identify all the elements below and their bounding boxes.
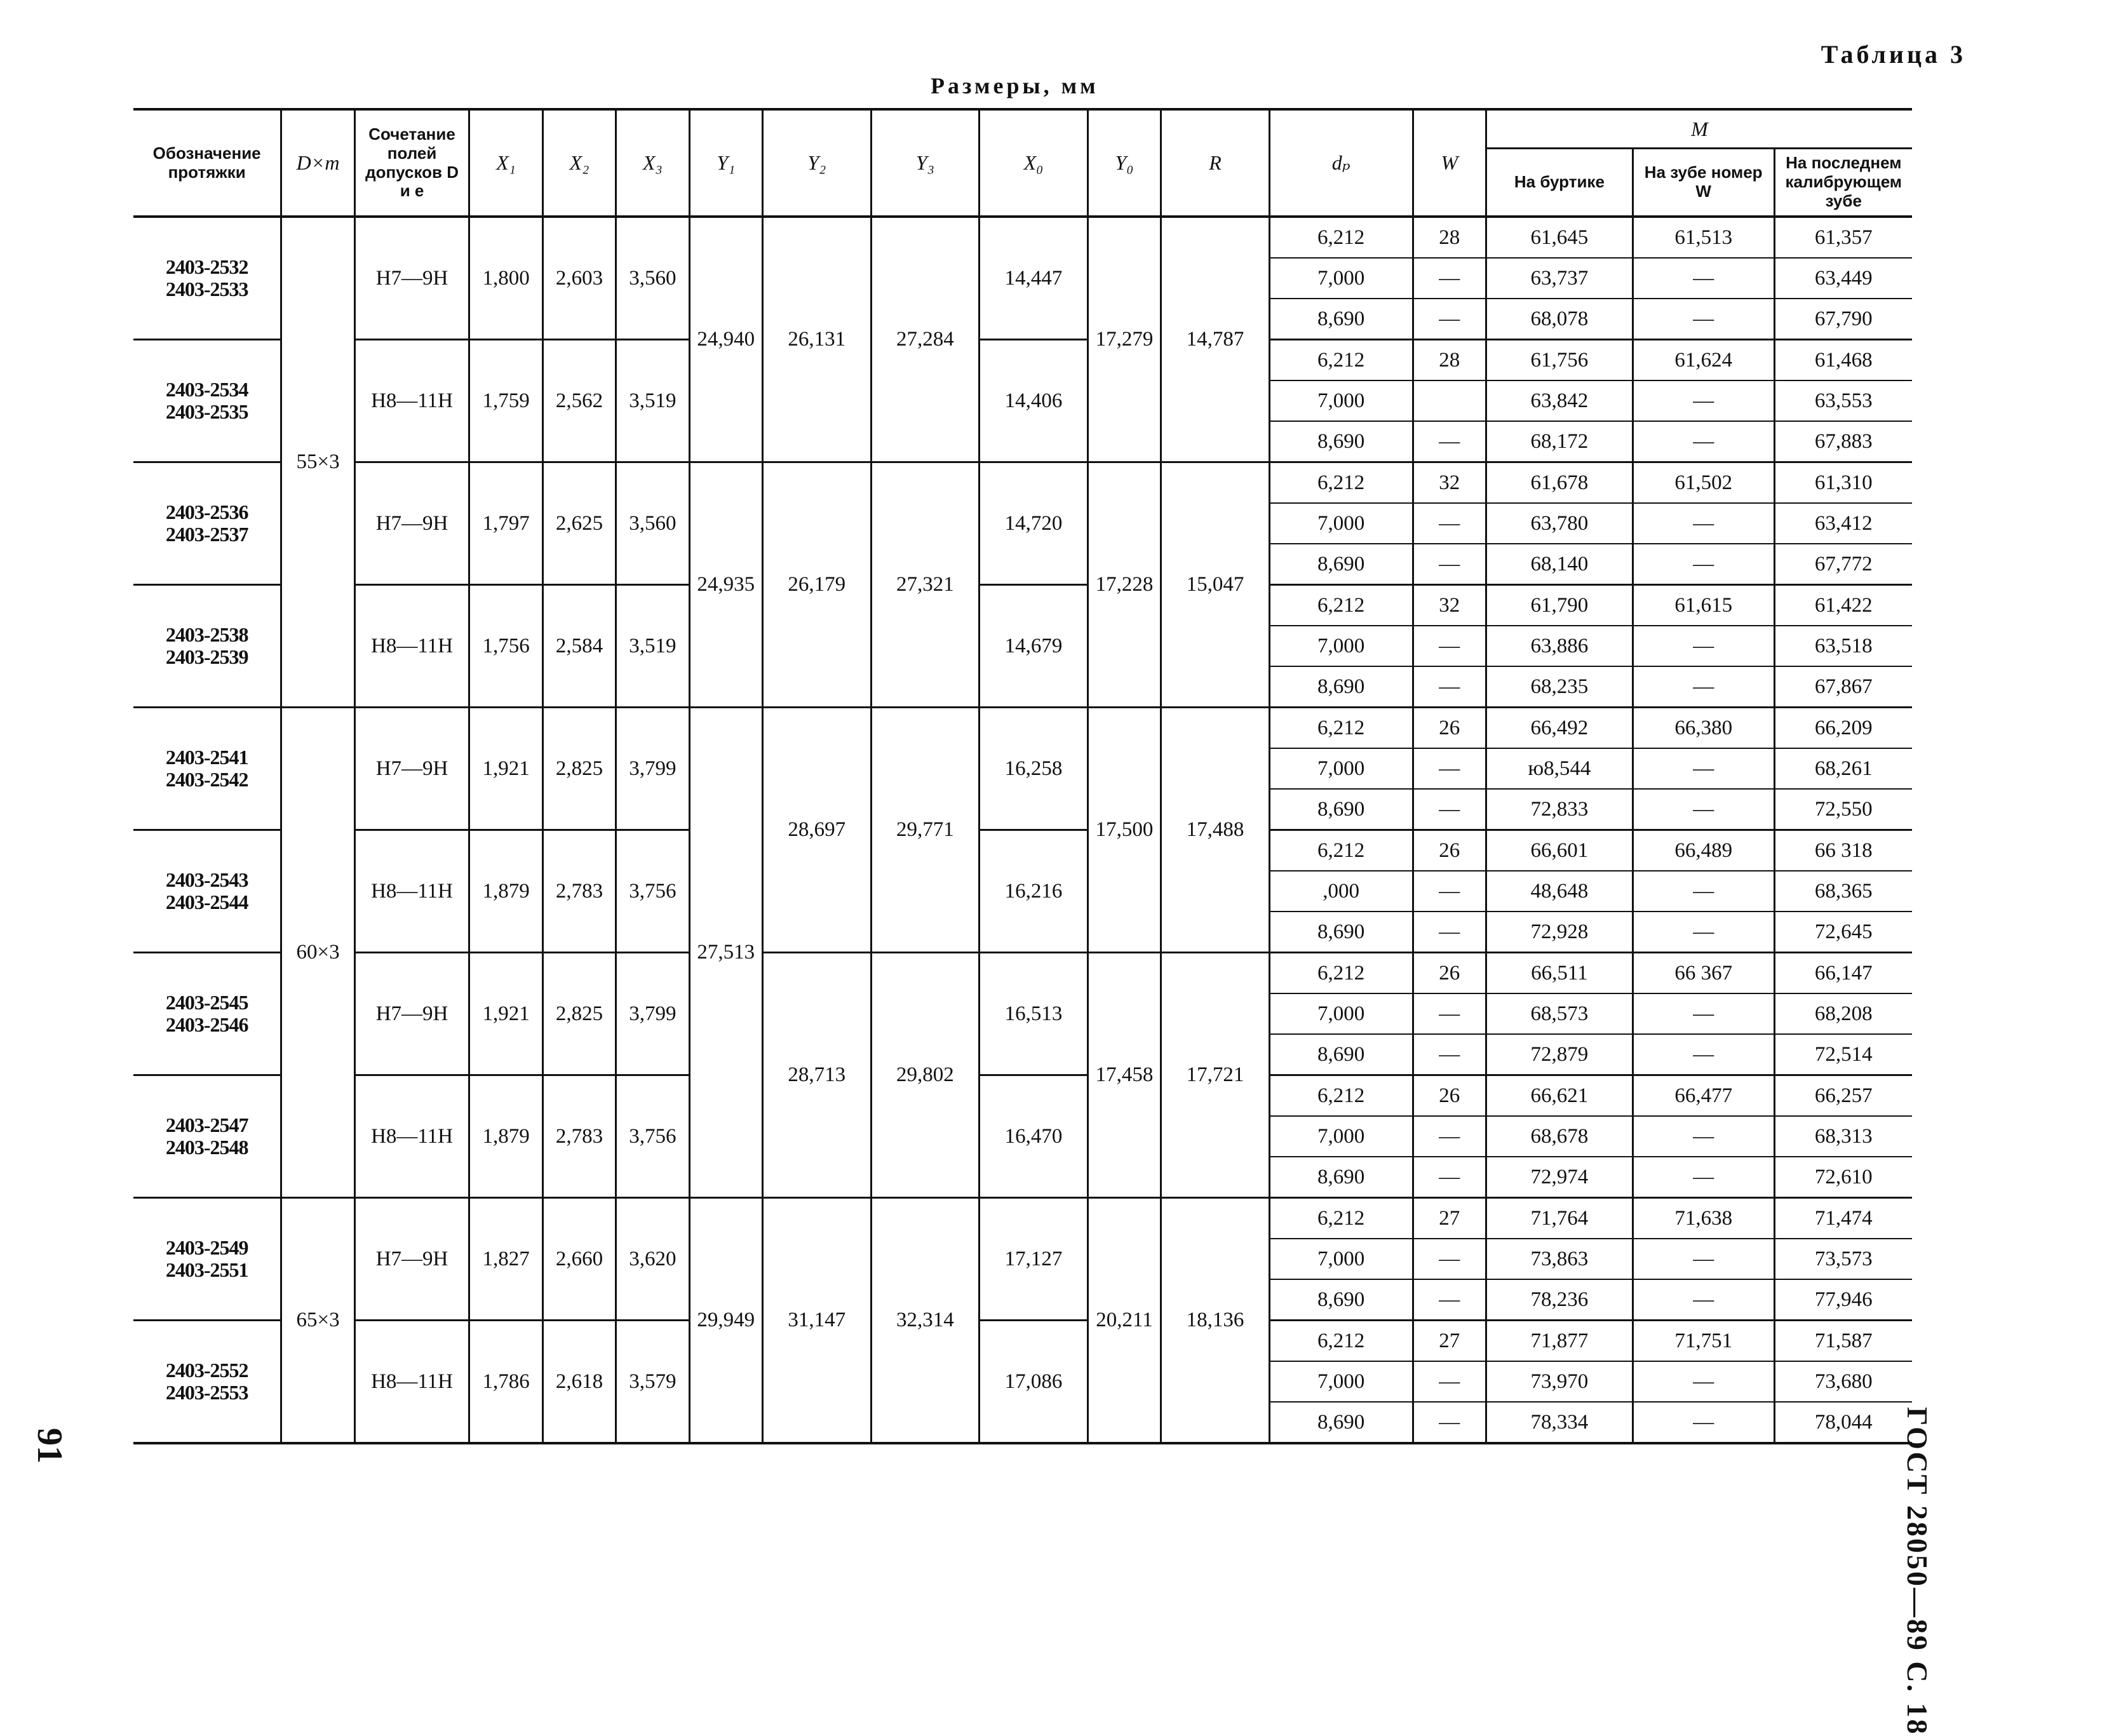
x1-cell: 1,879 [469, 830, 542, 953]
m-tooth-cell: — [1633, 299, 1774, 340]
x3-cell: 3,756 [616, 830, 689, 953]
m-collar-cell: 66,621 [1486, 1075, 1633, 1117]
w-cell: — [1413, 912, 1486, 953]
y1-cell: 24,940 [689, 217, 762, 462]
broach-code: 2403-2547 [165, 1113, 248, 1136]
dp-cell: 7,000 [1269, 626, 1413, 666]
table-row [133, 953, 1912, 994]
header-y0: Y₀ [1087, 109, 1161, 217]
m-collar-cell: 66,511 [1486, 953, 1633, 994]
broach-code: 2403-2536 [165, 500, 248, 523]
header-x0: X₀ [980, 109, 1088, 217]
w-cell: 27 [1413, 1321, 1486, 1362]
header-x3: X₃ [616, 109, 689, 217]
m-last-cell: 66 318 [1774, 830, 1912, 871]
m-tooth-cell: — [1633, 871, 1774, 912]
m-collar-cell: 61,645 [1486, 217, 1633, 258]
header-x2: X₂ [542, 109, 616, 217]
header-designation: Обозначение протяжки [133, 109, 281, 217]
dp-cell: 6,212 [1269, 830, 1413, 871]
m-collar-cell: 68,235 [1486, 666, 1633, 708]
w-cell: — [1413, 871, 1486, 912]
dp-cell: 7,000 [1269, 380, 1413, 421]
m-last-cell: 72,610 [1774, 1157, 1912, 1198]
m-tooth-cell: — [1633, 1361, 1774, 1402]
tolerance-cell: H8—11H [354, 830, 469, 953]
x2-cell: 2,603 [542, 217, 616, 340]
x3-cell: 3,560 [616, 462, 689, 585]
m-collar-cell: 73,970 [1486, 1361, 1633, 1402]
m-last-cell: 61,357 [1774, 217, 1912, 258]
r-cell: 15,047 [1161, 462, 1270, 708]
table-row [133, 1075, 1912, 1117]
dp-cell: 6,212 [1269, 340, 1413, 381]
m-tooth-cell: — [1633, 1034, 1774, 1075]
dp-cell: 8,690 [1269, 912, 1413, 953]
designation-cell [133, 830, 281, 953]
m-tooth-cell: — [1633, 666, 1774, 708]
x3-cell: 3,519 [616, 585, 689, 708]
w-cell: — [1413, 1279, 1486, 1321]
m-tooth-cell: — [1633, 258, 1774, 299]
broach-code: 2403-2532 [165, 255, 248, 278]
y0-cell: 17,500 [1087, 708, 1161, 953]
header-m-tooth: На зубе номер W [1633, 149, 1774, 217]
y2-cell: 26,179 [763, 462, 872, 708]
m-collar-cell: 63,780 [1486, 503, 1633, 544]
w-cell: — [1413, 503, 1486, 544]
header-m: M [1486, 109, 1912, 149]
m-last-cell: 68,261 [1774, 748, 1912, 789]
x2-cell: 2,625 [542, 462, 616, 585]
designation-cell [133, 585, 281, 708]
page-number: 91 [30, 1428, 69, 1463]
m-tooth-cell: — [1633, 503, 1774, 544]
x0-cell: 17,086 [980, 1321, 1088, 1444]
m-tooth-cell: 66,380 [1633, 708, 1774, 749]
w-cell: 32 [1413, 585, 1486, 626]
header-dp: dₚ [1269, 109, 1413, 217]
designation-cell [133, 340, 281, 462]
w-cell: — [1413, 789, 1486, 830]
dp-cell: 6,212 [1269, 217, 1413, 258]
tolerance-cell: H8—11H [354, 1075, 469, 1198]
m-collar-cell: 61,756 [1486, 340, 1633, 381]
m-tooth-cell: — [1633, 748, 1774, 789]
m-last-cell: 68,313 [1774, 1116, 1912, 1157]
m-tooth-cell: — [1633, 993, 1774, 1034]
m-last-cell: 67,772 [1774, 544, 1912, 585]
m-tooth-cell: — [1633, 1116, 1774, 1157]
x0-cell: 14,447 [980, 217, 1088, 340]
dp-cell: ,000 [1269, 871, 1413, 912]
broach-code: 2403-2545 [165, 990, 248, 1014]
broach-code: 2403-2546 [165, 1013, 248, 1036]
m-tooth-cell: 61,624 [1633, 340, 1774, 381]
m-last-cell: 63,449 [1774, 258, 1912, 299]
x2-cell: 2,562 [542, 340, 616, 462]
header-m-last: На последнем калибрующем зубе [1774, 149, 1912, 217]
m-tooth-cell: 66,489 [1633, 830, 1774, 871]
m-last-cell: 73,680 [1774, 1361, 1912, 1402]
w-cell: 27 [1413, 1198, 1486, 1239]
broach-code: 2403-2539 [165, 645, 248, 668]
m-last-cell: 71,474 [1774, 1198, 1912, 1239]
tolerance-cell: H8—11H [354, 1321, 469, 1444]
dp-cell: 7,000 [1269, 748, 1413, 789]
m-last-cell: 72,514 [1774, 1034, 1912, 1075]
w-cell: — [1413, 1402, 1486, 1443]
header-y2: Y₂ [763, 109, 872, 217]
r-cell: 14,787 [1161, 217, 1270, 462]
x2-cell: 2,618 [542, 1321, 616, 1444]
x0-cell: 14,720 [980, 462, 1088, 585]
m-last-cell: 77,946 [1774, 1279, 1912, 1321]
m-collar-cell: 63,737 [1486, 258, 1633, 299]
dxm-cell: 55×3 [281, 217, 354, 708]
tolerance-cell: H8—11H [354, 585, 469, 708]
header-dxm: D×m [281, 109, 354, 217]
m-collar-cell: 48,648 [1486, 871, 1633, 912]
tolerance-cell: H7—9H [354, 953, 469, 1075]
dp-cell: 6,212 [1269, 1321, 1413, 1362]
m-tooth-cell: — [1633, 544, 1774, 585]
dp-cell: 7,000 [1269, 258, 1413, 299]
broach-code: 2403-2551 [165, 1258, 248, 1281]
header-y3: Y₃ [871, 109, 980, 217]
m-last-cell: 63,518 [1774, 626, 1912, 666]
dp-cell: 7,000 [1269, 993, 1413, 1034]
m-last-cell: 71,587 [1774, 1321, 1912, 1362]
r-cell: 17,721 [1161, 953, 1270, 1198]
tolerance-cell: H8—11H [354, 340, 469, 462]
w-cell: — [1413, 748, 1486, 789]
m-tooth-cell: — [1633, 1239, 1774, 1279]
dp-cell: 6,212 [1269, 585, 1413, 626]
dp-cell: 8,690 [1269, 1402, 1413, 1443]
table-caption: Таблица 3 [1821, 40, 1966, 69]
m-collar-cell: 71,877 [1486, 1321, 1633, 1362]
w-cell: — [1413, 1361, 1486, 1402]
m-last-cell: 72,550 [1774, 789, 1912, 830]
w-cell: 28 [1413, 340, 1486, 381]
broach-code: 2403-2537 [165, 523, 248, 546]
m-last-cell: 68,208 [1774, 993, 1912, 1034]
x3-cell: 3,560 [616, 217, 689, 340]
y3-cell: 29,771 [871, 708, 980, 953]
dp-cell: 8,690 [1269, 1034, 1413, 1075]
m-tooth-cell: 71,751 [1633, 1321, 1774, 1362]
w-cell: — [1413, 666, 1486, 708]
x1-cell: 1,759 [469, 340, 542, 462]
m-last-cell: 73,573 [1774, 1239, 1912, 1279]
x2-cell: 2,660 [542, 1198, 616, 1321]
m-tooth-cell: — [1633, 1157, 1774, 1198]
m-last-cell: 61,468 [1774, 340, 1912, 381]
m-last-cell: 67,790 [1774, 299, 1912, 340]
x1-cell: 1,921 [469, 708, 542, 830]
dp-cell: 7,000 [1269, 503, 1413, 544]
x0-cell: 14,679 [980, 585, 1088, 708]
w-cell: 26 [1413, 830, 1486, 871]
m-tooth-cell: — [1633, 1402, 1774, 1443]
designation-cell [133, 708, 281, 830]
w-cell: 28 [1413, 217, 1486, 258]
designation-cell [133, 1321, 281, 1444]
w-cell: — [1413, 1034, 1486, 1075]
dp-cell: 6,212 [1269, 462, 1413, 504]
designation-cell [133, 1075, 281, 1198]
y2-cell: 31,147 [763, 1198, 872, 1444]
w-cell: — [1413, 993, 1486, 1034]
m-tooth-cell: — [1633, 626, 1774, 666]
x3-cell: 3,579 [616, 1321, 689, 1444]
m-collar-cell: 72,928 [1486, 912, 1633, 953]
table-row [133, 462, 1912, 504]
x1-cell: 1,797 [469, 462, 542, 585]
m-collar-cell: 66,601 [1486, 830, 1633, 871]
table-row [133, 1321, 1912, 1362]
broach-code: 2403-2541 [165, 745, 248, 769]
tolerance-cell: H7—9H [354, 1198, 469, 1321]
m-last-cell: 66,147 [1774, 953, 1912, 994]
w-cell [1413, 380, 1486, 421]
w-cell: — [1413, 626, 1486, 666]
y1-cell: 27,513 [689, 708, 762, 1198]
w-cell: — [1413, 1116, 1486, 1157]
m-collar-cell: 73,863 [1486, 1239, 1633, 1279]
m-last-cell: 72,645 [1774, 912, 1912, 953]
y2-cell: 28,697 [763, 708, 872, 953]
table-body [133, 217, 1912, 1443]
m-collar-cell: 68,678 [1486, 1116, 1633, 1157]
m-tooth-cell: — [1633, 380, 1774, 421]
m-last-cell: 63,553 [1774, 380, 1912, 421]
m-last-cell: 68,365 [1774, 871, 1912, 912]
sizes-caption: Размеры, мм [931, 73, 1099, 98]
table-row [133, 1198, 1912, 1239]
m-last-cell: 66,257 [1774, 1075, 1912, 1117]
x1-cell: 1,800 [469, 217, 542, 340]
dp-cell: 7,000 [1269, 1361, 1413, 1402]
table-row [133, 830, 1912, 871]
m-collar-cell: 72,879 [1486, 1034, 1633, 1075]
m-last-cell: 61,422 [1774, 585, 1912, 626]
m-tooth-cell: 66 367 [1633, 953, 1774, 994]
header-m-collar: На буртике [1486, 149, 1633, 217]
header-r: R [1161, 109, 1270, 217]
header-w: W [1413, 109, 1486, 217]
m-tooth-cell: 71,638 [1633, 1198, 1774, 1239]
tolerance-cell: H7—9H [354, 462, 469, 585]
m-collar-cell: 68,078 [1486, 299, 1633, 340]
table-row [133, 585, 1912, 626]
x2-cell: 2,825 [542, 708, 616, 830]
m-tooth-cell: 61,615 [1633, 585, 1774, 626]
tolerance-cell: H7—9H [354, 217, 469, 340]
m-tooth-cell: — [1633, 789, 1774, 830]
header-tolerance: Сочетание полей допусков D и e [354, 109, 469, 217]
designation-cell [133, 217, 281, 340]
m-collar-cell: 78,236 [1486, 1279, 1633, 1321]
dxm-cell: 60×3 [281, 708, 354, 1198]
r-cell: 18,136 [1161, 1198, 1270, 1444]
m-collar-cell: 63,886 [1486, 626, 1633, 666]
broach-code: 2403-2553 [165, 1381, 248, 1404]
x0-cell: 14,406 [980, 340, 1088, 462]
dp-cell: 6,212 [1269, 953, 1413, 994]
x1-cell: 1,756 [469, 585, 542, 708]
x1-cell: 1,879 [469, 1075, 542, 1198]
m-tooth-cell: 61,502 [1633, 462, 1774, 504]
x0-cell: 16,216 [980, 830, 1088, 953]
dp-cell: 8,690 [1269, 1279, 1413, 1321]
y0-cell: 20,211 [1087, 1198, 1161, 1444]
dp-cell: 8,690 [1269, 666, 1413, 708]
w-cell: — [1413, 1239, 1486, 1279]
dp-cell: 6,212 [1269, 1075, 1413, 1117]
w-cell: 26 [1413, 953, 1486, 994]
x3-cell: 3,620 [616, 1198, 689, 1321]
broach-dimensions-table [133, 108, 1912, 1444]
m-tooth-cell: — [1633, 912, 1774, 953]
dp-cell: 8,690 [1269, 544, 1413, 585]
y0-cell: 17,279 [1087, 217, 1161, 462]
y3-cell: 27,321 [871, 462, 980, 708]
broach-code: 2403-2549 [165, 1235, 248, 1259]
y2-cell: 28,713 [763, 953, 872, 1198]
m-tooth-cell: 66,477 [1633, 1075, 1774, 1117]
standard-code: ГОСТ 28050—89 С. 18 [1901, 1407, 1934, 1736]
y1-cell: 29,949 [689, 1198, 762, 1444]
x2-cell: 2,783 [542, 1075, 616, 1198]
w-cell: — [1413, 258, 1486, 299]
dp-cell: 8,690 [1269, 789, 1413, 830]
x1-cell: 1,786 [469, 1321, 542, 1444]
broach-code: 2403-2535 [165, 400, 248, 423]
y3-cell: 32,314 [871, 1198, 980, 1444]
tolerance-cell: H7—9H [354, 708, 469, 830]
header-x1: X₁ [469, 109, 542, 217]
m-tooth-cell: — [1633, 421, 1774, 462]
x0-cell: 16,258 [980, 708, 1088, 830]
x3-cell: 3,799 [616, 708, 689, 830]
m-collar-cell: 71,764 [1486, 1198, 1633, 1239]
m-tooth-cell: — [1633, 1279, 1774, 1321]
y3-cell: 29,802 [871, 953, 980, 1198]
table-row [133, 340, 1912, 381]
y0-cell: 17,228 [1087, 462, 1161, 708]
y0-cell: 17,458 [1087, 953, 1161, 1198]
dp-cell: 6,212 [1269, 1198, 1413, 1239]
w-cell: — [1413, 1157, 1486, 1198]
r-cell: 17,488 [1161, 708, 1270, 953]
m-last-cell: 67,867 [1774, 666, 1912, 708]
x2-cell: 2,584 [542, 585, 616, 708]
broach-code: 2403-2542 [165, 768, 248, 791]
dp-cell: 7,000 [1269, 1116, 1413, 1157]
broach-code: 2403-2533 [165, 278, 248, 300]
w-cell: 26 [1413, 1075, 1486, 1117]
m-last-cell: 78,044 [1774, 1402, 1912, 1443]
x0-cell: 17,127 [980, 1198, 1088, 1321]
x3-cell: 3,756 [616, 1075, 689, 1198]
x2-cell: 2,783 [542, 830, 616, 953]
broach-code: 2403-2548 [165, 1136, 248, 1159]
y1-cell: 24,935 [689, 462, 762, 708]
y3-cell: 27,284 [871, 217, 980, 462]
broach-code: 2403-2544 [165, 891, 248, 913]
dxm-cell: 65×3 [281, 1198, 354, 1444]
m-last-cell: 61,310 [1774, 462, 1912, 504]
m-collar-cell: 68,573 [1486, 993, 1633, 1034]
table-row [133, 708, 1912, 749]
dp-cell: 6,212 [1269, 708, 1413, 749]
header-y1: Y₁ [689, 109, 762, 217]
w-cell: 32 [1413, 462, 1486, 504]
designation-cell [133, 462, 281, 585]
x0-cell: 16,513 [980, 953, 1088, 1075]
m-collar-cell: ю8,544 [1486, 748, 1633, 789]
broach-code: 2403-2543 [165, 868, 248, 891]
m-collar-cell: 68,172 [1486, 421, 1633, 462]
x3-cell: 3,519 [616, 340, 689, 462]
m-collar-cell: 68,140 [1486, 544, 1633, 585]
w-cell: — [1413, 421, 1486, 462]
m-last-cell: 63,412 [1774, 503, 1912, 544]
broach-code: 2403-2538 [165, 622, 248, 646]
w-cell: — [1413, 544, 1486, 585]
w-cell: — [1413, 299, 1486, 340]
dp-cell: 7,000 [1269, 1239, 1413, 1279]
m-collar-cell: 72,833 [1486, 789, 1633, 830]
m-tooth-cell: 61,513 [1633, 217, 1774, 258]
m-collar-cell: 61,790 [1486, 585, 1633, 626]
dp-cell: 8,690 [1269, 421, 1413, 462]
m-last-cell: 66,209 [1774, 708, 1912, 749]
broach-code: 2403-2534 [165, 377, 248, 401]
designation-cell [133, 1198, 281, 1321]
x3-cell: 3,799 [616, 953, 689, 1075]
broach-code: 2403-2552 [165, 1358, 248, 1382]
designation-cell [133, 953, 281, 1075]
dp-cell: 8,690 [1269, 1157, 1413, 1198]
m-collar-cell: 63,842 [1486, 380, 1633, 421]
w-cell: 26 [1413, 708, 1486, 749]
x2-cell: 2,825 [542, 953, 616, 1075]
table-row [133, 217, 1912, 258]
dp-cell: 8,690 [1269, 299, 1413, 340]
x1-cell: 1,827 [469, 1198, 542, 1321]
m-last-cell: 67,883 [1774, 421, 1912, 462]
y2-cell: 26,131 [763, 217, 872, 462]
m-collar-cell: 78,334 [1486, 1402, 1633, 1443]
m-collar-cell: 72,974 [1486, 1157, 1633, 1198]
x0-cell: 16,470 [980, 1075, 1088, 1198]
x1-cell: 1,921 [469, 953, 542, 1075]
m-collar-cell: 61,678 [1486, 462, 1633, 504]
m-collar-cell: 66,492 [1486, 708, 1633, 749]
